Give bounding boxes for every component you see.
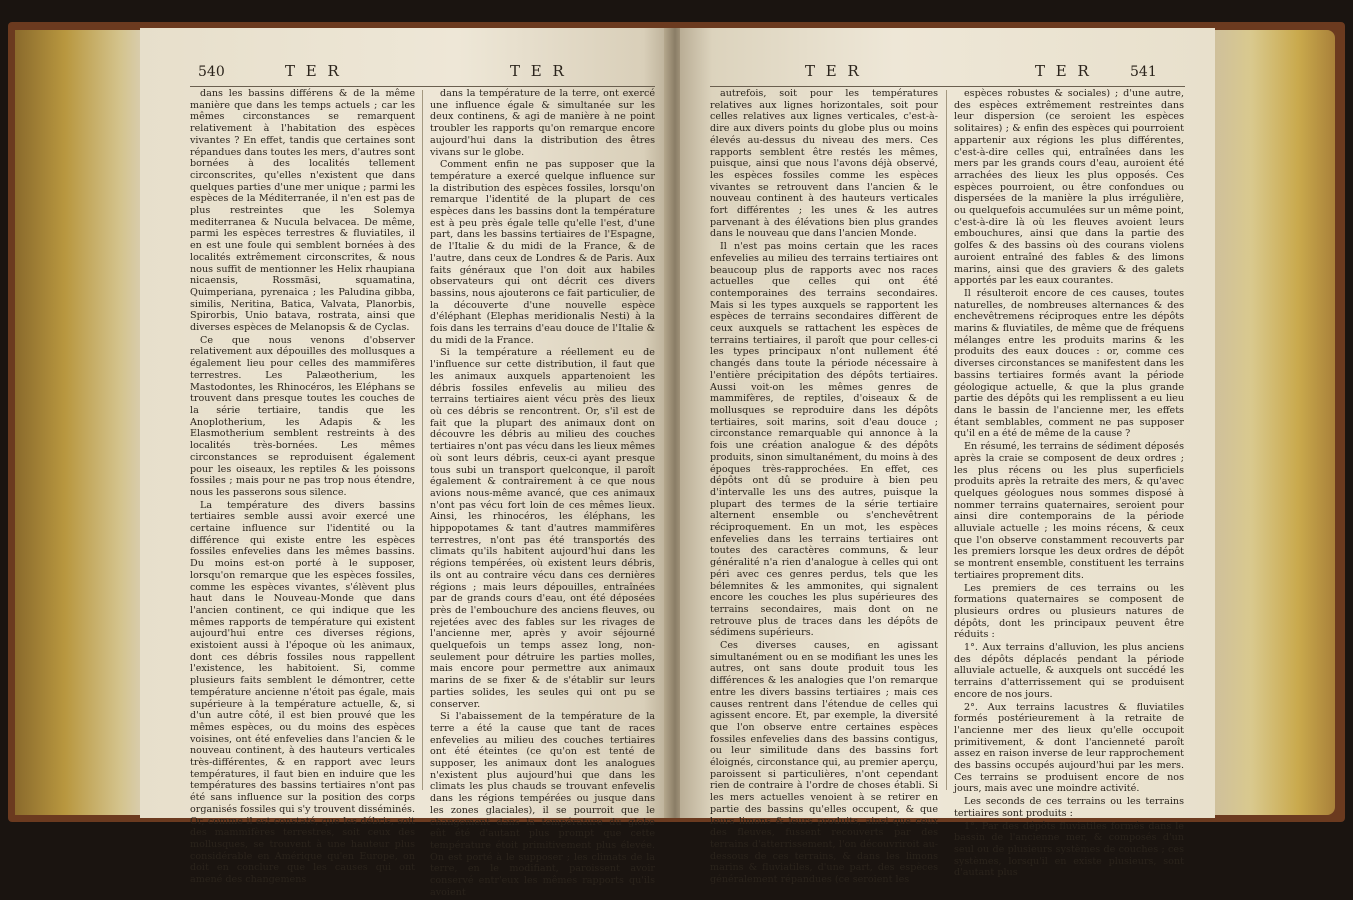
paragraph: 2°. Aux terrains lacustres & fluviatiles formés postérieurement à la retraite de l'ancienne mer des lieux qu'elle occupoit primitivement, & dont l'ancienneté paroît assez en raison inverse de leur rapprochement des bassins occupés aujourd'hui par les mers. Ces terrains se produisent encore de nos jours, mais avec une moindre activité. bbox=[954, 701, 1184, 795]
paragraph: Il n'est pas moins certain que les races enfevelies au milieu des terrains tertiaires ont beaucoup plus de rapports avec nos races actuelles que celles qui ont été contemporaines des terrains secondaires. Mais si les types auxquels se rapportent les espèces de terrains secondaires diffèrent de ceux auxquels se rattachent les espèces de terrains tertiaires, il paroît que pour celles-ci les types principaux n'ont nullement été changés dans toute la période nécessaire à l'entière précipitation des dépôts tertiaires. Aussi voit-on les mêmes genres de mammifères, de reptiles, d'oiseaux & de mollusques se reproduire dans les dépôts tertiaires, soit marins, soit d'eau douce ; circonstance remarquable qui annonce à la fois une création analogue & des dépôts produits, sinon simultanément, du moins à des époques très-rapprochées. En effet, ces dépôts ont dû se produire à bien peu d'intervalle les uns des autres, puisque la plupart des termes de la série tertiaire alternent ensemble ou s'enchevêtrent réciproquement. En un mot, les espèces enfevelies dans les terrains tertiaires ont toutes des caractères communs, & leur généralité n'a rien d'analogue à celles qui ont péri avec ces genres perdus, tels que les bélemnites & les ammonites, qui signalent encore les couches les plus supérieures des terrains secondaires, mais dont on ne retrouve plus de traces dans les dépôts de sédimens supérieurs. bbox=[710, 241, 938, 639]
paragraph: dans les bassins différens & de la même manière que dans les temps actuels ; car les mêmes circonstances se remarquent relativement à l'habitation des espèces vivantes ? En effet, tandis que certaines sont répandues dans toutes les mers, d'autres sont bornées à des localités tellement circonscrites, qu'elles n'existent que dans quelques parties d'une mer unique ; parmi les espèces de la Méditerranée, il n'en est pas de plus restreintes que les Solemya mediterranea & Nucula belvacea. De même, parmi les espèces terrestres & fluviatiles, il en est une foule qui semblent bornées à des localités extrêmement circonscrites, & nous nous suffit de mentionner les Helix rhaupiana nicaensis, Rossmäsi, squamatina, Quimperiana, pyrenaica ; les Paludina gibba, similis, Neritina, Batica, Valvata, Planorbis, Spirorbis, Unio batava, rostrata, ainsi que diverses espèces de Melanopsis & de Cyclas. bbox=[190, 88, 415, 334]
column-separator bbox=[946, 90, 947, 790]
column-separator bbox=[422, 90, 423, 790]
paragraph: autrefois, soit pour les températures relatives aux lignes horizontales, soit pour celles relatives aux lignes verticales, c'est-à-dire aux divers points du globe plus ou moins élevés au-dessus du niveau des mers. Ces rapports semblent être restés les mêmes, puisque, ainsi que nous l'avons déjà observé, les espèces fossiles comme les espèces vivantes se retrouvent dans l'ancien & le nouveau continent à des hauteurs verticales fort différentes ; les unes & les autres parvenant à des élévations bien plus grandes dans le nouveau que dans l'ancien Monde. bbox=[710, 88, 938, 240]
paragraph: La température des divers bassins tertiaires semble aussi avoir exercé une certaine influence sur l'identité ou la différence qui existe entre les espèces fossiles enfevelies dans les mêmes bassins. Du moins est-on porté à le supposer, lorsqu'on remarque que les espèces fossiles, comme les espèces vivantes, s'élèvent plus haut dans le Nouveau-Monde que dans l'ancien continent, ce qui indique que les mêmes rapports de température qui existent aujourd'hui entre ces diverses régions, existoient aussi à l'époque où les animaux, dont ces débris fossiles nous rappellent l'existence, les habitoient. Si, comme plusieurs faits semblent le démontrer, cette température ancienne n'étoit pas égale, mais supérieure à la température actuelle, &, si d'un autre côté, il est bien prouvé que les mêmes espèces, ou du moins des espèces voisines, ont été enfevelies dans l'ancien & le nouveau continent, à des hauteurs verticales très-différentes, & en rapport avec leurs températures, il faut bien en induire que les températures des bassins tertiaires n'ont pas été sans influence sur la position des corps organisés fossiles qui s'y trouvent disséminés. Or, comme il est constaté, que les débris, soit des mammifères terrestres, soit ceux des mollusques, se trouvent à une hauteur plus considérable en Amérique qu'en Europe, on doit en conclure que les causes qui ont amené des changemens bbox=[190, 499, 415, 886]
paragraph: Si la température a réellement eu de l'influence sur cette distribution, il faut que les animaux auxquels appartenoient les débris fossiles enfevelis au milieu des terrains tertiaires aient vécu près des lieux où ces débris se rencontrent. Or, s'il est de fait que la plupart des animaux dont on découvre les débris au milieu des couches tertiaires n'ont pas vécu dans les lieux mêmes où sont leurs débris, ceux-ci ayant presque tous subi un transport quelconque, il paroît également & contrairement à ce que nous avions nous-même avancé, que ces animaux n'ont pas vécu fort loin de ces mêmes lieux. Ainsi, les rhinocéros, les éléphans, les hippopotames & tant d'autres mammifères terrestres, n'ont pas été transportés des climats qu'ils habitent aujourd'hui dans les régions tempérées, où existent leurs débris, ils ont au contraire vécu dans ces dernières régions ; mais leurs dépouilles, entraînées par de grands cours d'eau, ont été déposées près de l'embouchure des anciens fleuves, ou rejetées avec des fables sur les rivages de l'ancienne mer, après y avoir séjourné quelquefois un temps assez long, non-seulement pour détruire les parties molles, mais encore pour permettre aux animaux marins de se fixer & de s'établir sur leurs parties solides, les seules qui ont pu se conserver. bbox=[430, 347, 655, 710]
page-number: 540 bbox=[198, 64, 225, 80]
page-number: 541 bbox=[1130, 64, 1157, 80]
paragraph: 1°. Par des dépôts fluviatiles formés dans le bassin de l'ancienne mer, & composés d'un seul ou de plusieurs systèmes de couches ; ces systèmes, lorsqu'il en existe plusieurs, sont d'autant plus bbox=[954, 820, 1184, 879]
paragraph: Comment enfin ne pas supposer que la température a exercé quelque influence sur la distribution des espèces fossiles, lorsqu'on remarque l'identité de la plupart de ces espèces dans les bassins dont la température est à peu près égale telle qu'elle l'est, d'une part, dans les bassins tertiaires de l'Espagne, de l'Italie & du midi de la France, & de l'autre, dans ceux de Londres & de Paris. Aux faits généraux que l'on doit aux habiles observateurs qui ont décrit ces divers bassins, nous ajouterons ce fait particulier, de la découverte d'une nouvelle espèce d'éléphant (Elephas meridionalis Nesti) à la fois dans les terrains d'eau douce de l'Italie & du midi de la France. bbox=[430, 159, 655, 346]
header-rule bbox=[190, 86, 655, 87]
running-head-left: T E R bbox=[805, 62, 862, 80]
running-head-right: T E R bbox=[1035, 62, 1092, 80]
text-column-2 bbox=[954, 88, 1184, 880]
paragraph: espèces robustes & sociales) ; d'une autre, des espèces extrêmement restreintes dans leur dispersion (ce seroient les espèces solitaires) ; & enfin des espèces qui pourroient appartenir aux régions les plus différentes, c'est-à-dire celles qui, entraînées dans les mers par les grands cours d'eau, auroient été arrachées des lieux les plus opposés. Ces espèces pourroient, ou être confondues ou dispersées de la manière la plus irrégulière, ou quelquefois accumulées sur un même point, c'est-à-dire là où les fleuves avoient leurs embouchures, ainsi que dans la partie des golfes & des bassins où des courans violens auroient entraîné des fables & des limons marins, ainsi que des graviers & des galets apportés par les eaux courantes. bbox=[954, 88, 1184, 287]
paragraph: dans la température de la terre, ont exercé une influence égale & simultanée sur les deux continens, & agi de manière à ne point troubler les rapports qu'on remarque encore aujourd'hui dans la distribution des êtres vivans sur le globe. bbox=[430, 88, 655, 158]
running-head-left: T E R bbox=[285, 62, 342, 80]
right-page bbox=[680, 28, 1215, 886]
paragraph: Les seconds de ces terrains ou les terrains tertiaires sont produits : bbox=[954, 796, 1184, 819]
page-edges-left bbox=[15, 30, 140, 815]
paragraph: 1°. Aux terrains d'alluvion, les plus anciens des dépôts déplacés pendant la période alluviale actuelle, & auxquels ont succédé les terrains d'atterrissement qui se produisent encore de nos jours. bbox=[954, 642, 1184, 700]
header-rule bbox=[710, 86, 1185, 87]
paragraph: Les premiers de ces terrains ou les formations quaternaires se composent de plusieurs ordres ou plusieurs natures de dépôts, dont les principaux peuvent être réduits : bbox=[954, 582, 1184, 641]
text-column-1 bbox=[190, 88, 415, 887]
left-page bbox=[140, 28, 670, 898]
text-column-1 bbox=[710, 88, 938, 887]
paragraph: Ce que nous venons d'observer relativement aux dépouilles des mollusques a également lieu pour celles des mammifères terrestres. Les Palæotherium, les Mastodontes, les Rhinocéros, les Eléphans se trouvent dans presque toutes les couches de la série tertiaire, tandis que les Anoplotherium, les Adapis & les Elasmotherium semblent restreints à des localités très-bornées. Les mêmes circonstances se reproduisent également pour les oiseaux, les reptiles & les poissons fossiles ; mais pour ne pas trop nous étendre, nous les passerons sous silence. bbox=[190, 334, 415, 498]
paragraph: Si l'abaissement de la température de la terre a été la cause que tant de races enfevelies au milieu des couches tertiaires ont été éteintes (ce qu'on est tenté de supposer, les animaux dont les analogues n'existent plus aujourd'hui que dans les climats les plus chauds se trouvant enfevelis dans les régions tempérées ou jusque dans les zones glaciales), il se pourroit que le changement dans la température du globe eût été d'autant plus prompt que cette température étoit primitivement plus élevée. On est porté à le supposer ; les climats de la terre, en le modifiant, paroissent avoir conservé entr'eux les mêmes rapports qu'ils avoient bbox=[430, 711, 655, 898]
paragraph: En résumé, les terrains de sédiment déposés après la craie se composent de deux ordres ; les plus récens ou les plus superficiels produits après la retraite des mers, & qu'avec quelques géologues nous sommes disposé à nommer terrains quaternaires, seroient pour ainsi dire contemporains de la période alluviale actuelle ; les moins récens, & ceux que l'on observe constamment recouverts par les premiers lorsque les deux ordres de dépôt se montrent ensemble, constituent les terrains tertiaires proprement dits. bbox=[954, 441, 1184, 581]
text-column-2 bbox=[430, 88, 655, 900]
running-head-right: T E R bbox=[510, 62, 567, 80]
paragraph: Il résulteroit encore de ces causes, toutes naturelles, de nombreuses alternances & des enchevêtremens réciproques entre les dépôts marins & fluviatiles, de même que de fréquens mélanges entre les produits marins & les produits des eaux douces : or, comme ces diverses circonstances se manifestent dans les bassins tertiaires formés avant la période géologique actuelle, & que la plus grande partie des dépôts qui les remplissent a eu lieu dans le bassin de l'ancienne mer, les effets étant semblables, comment ne pas supposer qu'il en a été de même de la cause ? bbox=[954, 287, 1184, 440]
page-edges-right bbox=[1215, 30, 1335, 815]
paragraph: Ces diverses causes, en agissant simultanément ou en se modifiant les unes les autres, ont sans doute produit tous les différences & les analogies que l'on remarque entre les divers bassins tertiaires ; mais ces causes rentrent dans l'étendue de celles qui agissent encore. Et, par exemple, la diversité que l'on observe entre certaines espèces fossiles enfevelies dans des bassins contigus, ou leur similitude dans des bassins fort éloignés, circonstance qui, au premier aperçu, paroissent si particulières, n'ont cependant rien de contraire à l'ordre de choses établi. Si les mers actuelles venoient à se retirer en partie des bassins qu'elles occupent, & que leurs limons & leurs produits, ainsi que ceux des fleuves, fussent recouverts par des terrains d'atterrissement, l'on découvriroit au-dessous de ces terrains, & dans les limons marins & fluviatiles, d'une part, des espèces généralement répandues (ce seroient les bbox=[710, 640, 938, 886]
